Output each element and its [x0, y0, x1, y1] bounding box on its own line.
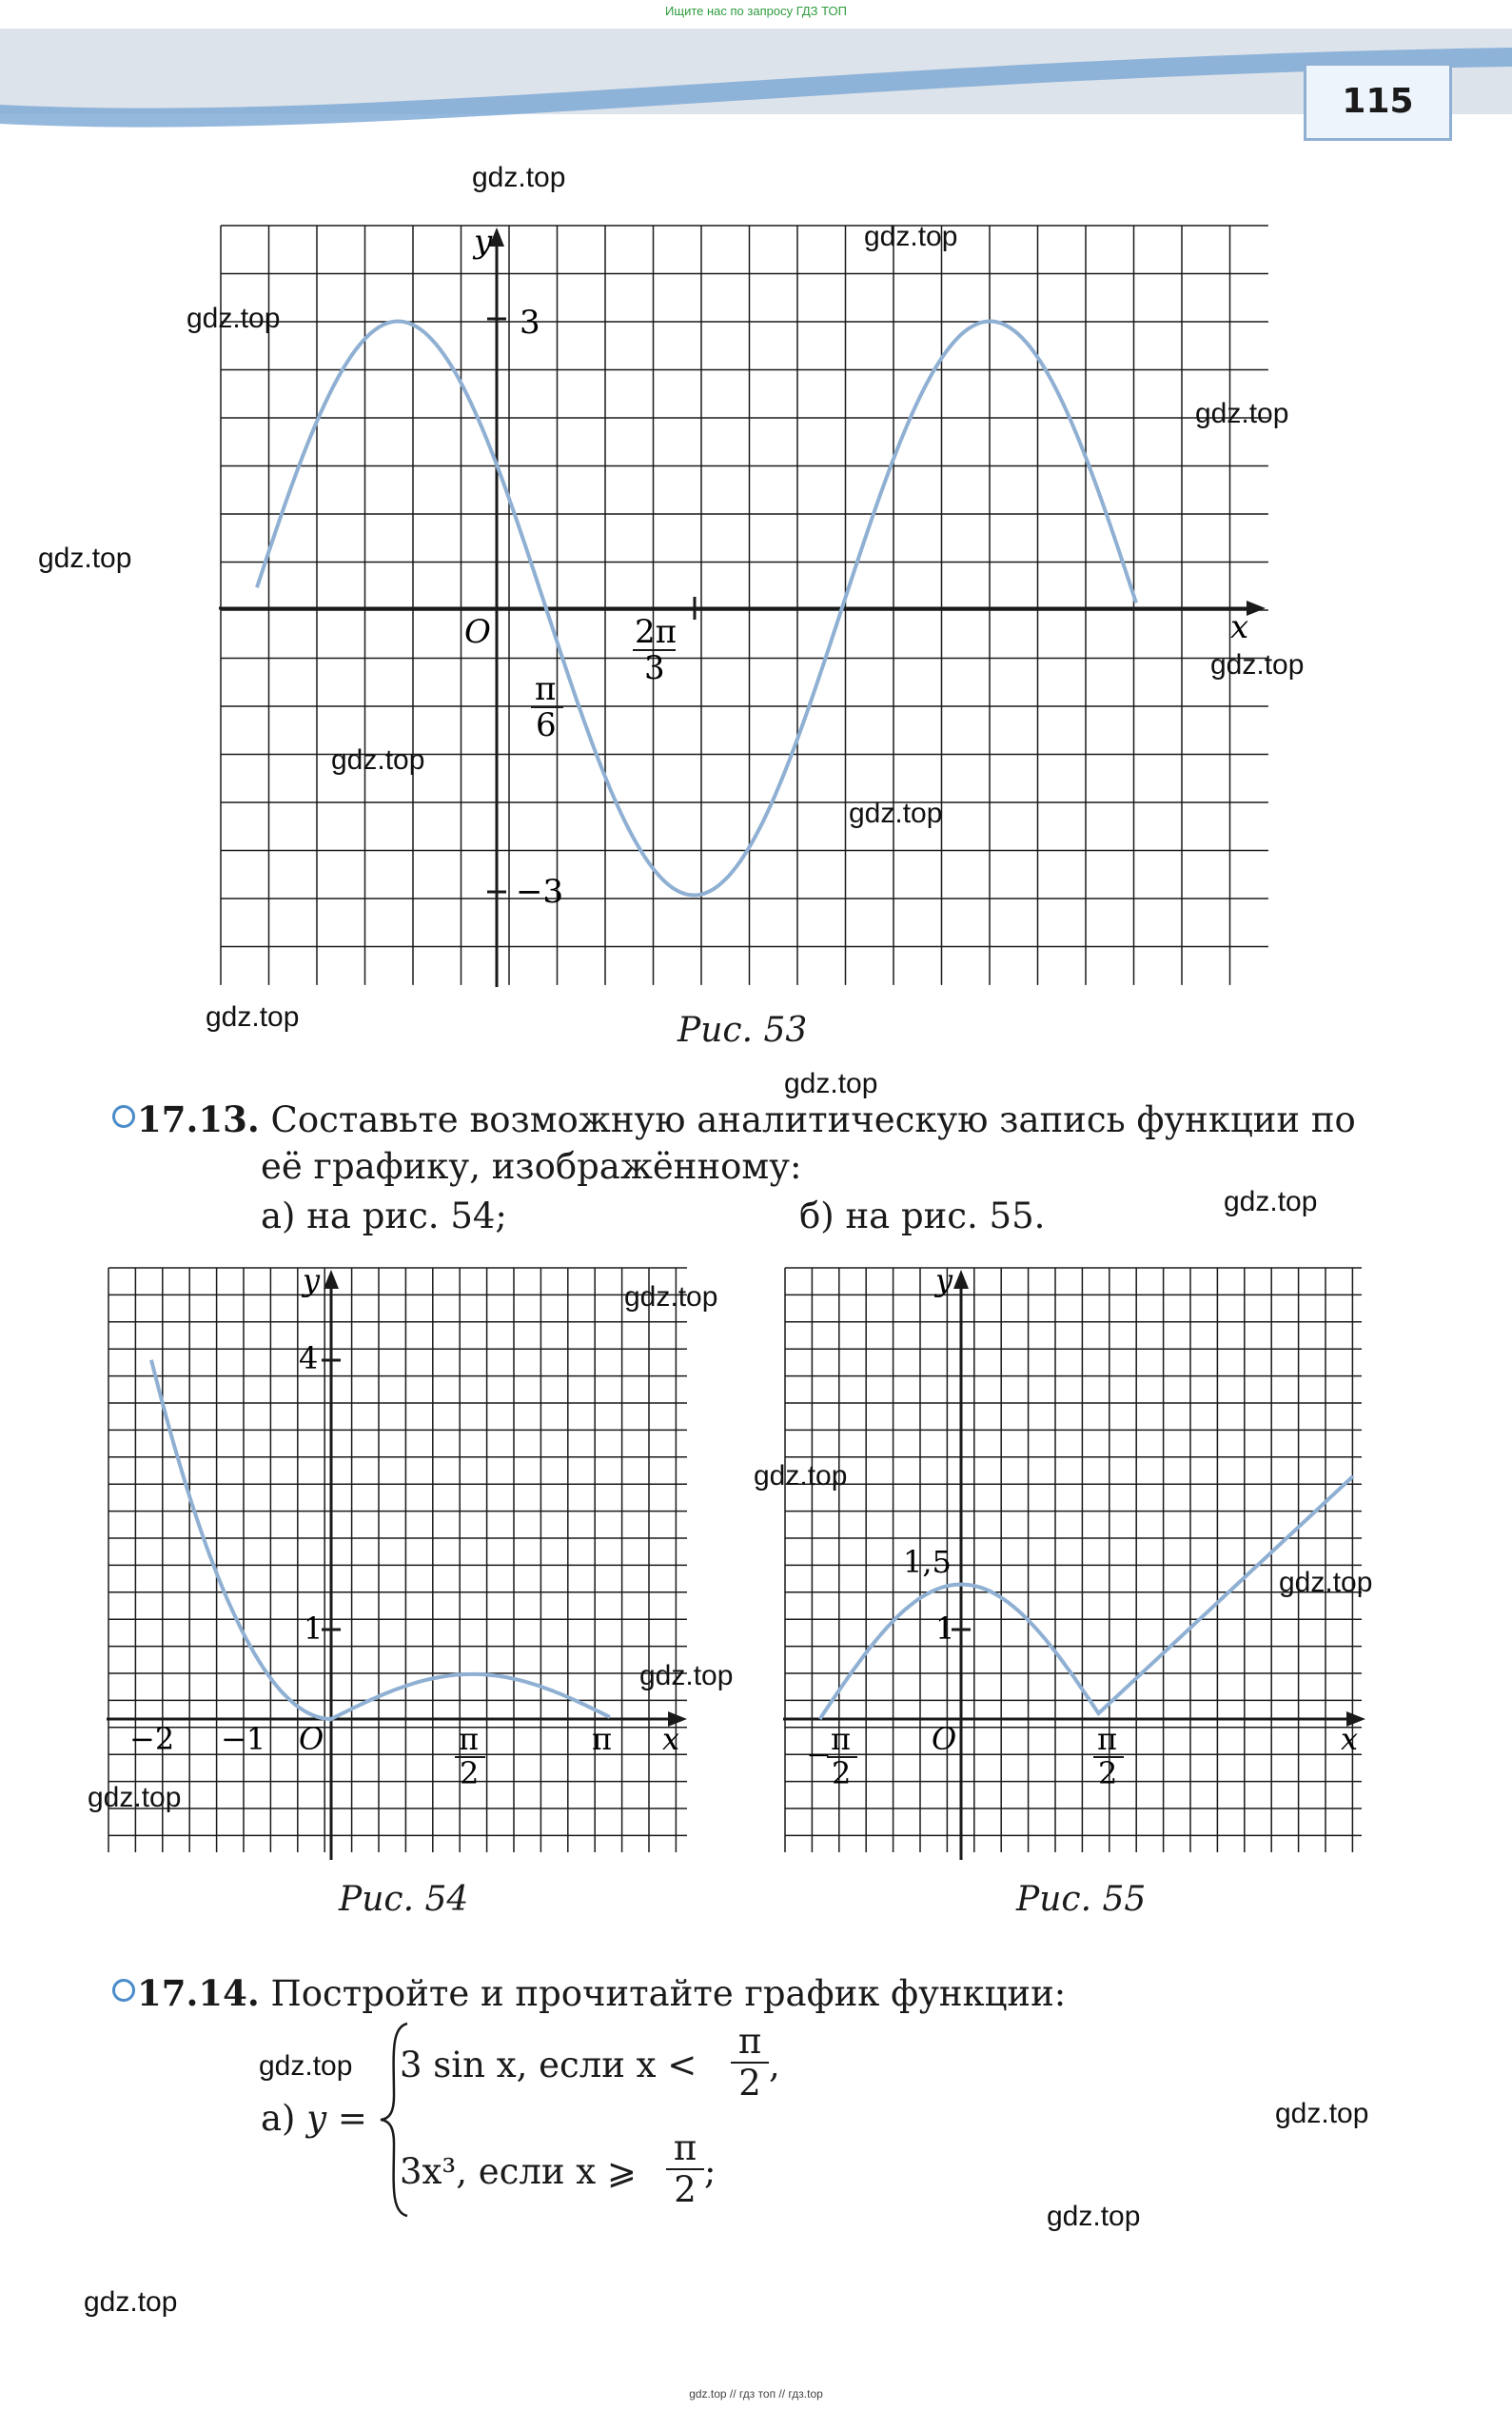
- figure-54-axis-y: y: [303, 1266, 321, 1298]
- problem-17-13-line1: Составьте возможную аналитическую запись функции по: [270, 1099, 1356, 1140]
- bullet-icon: [112, 1979, 135, 2002]
- figure-54-grid: [107, 1268, 687, 1860]
- case-2-frac: [666, 2128, 704, 2210]
- problem-17-14-option-a: [261, 2094, 367, 2144]
- header-band: [0, 0, 1512, 152]
- arrow-head: [1247, 601, 1266, 616]
- figure-54-y-4: 4: [299, 1340, 319, 1376]
- figure-55-x-neg-den: 2: [832, 1755, 852, 1791]
- figure-54: [107, 1266, 698, 1866]
- bullet-icon: [112, 1105, 135, 1128]
- figure-54-x-half-den: 2: [460, 1755, 480, 1791]
- watermark: gdz.top: [331, 744, 425, 776]
- figure-55-caption: Рис. 55: [1016, 1880, 1147, 1919]
- case-1-expr: 3 sin x, если x <: [400, 2045, 697, 2085]
- figure-55: [783, 1266, 1373, 1866]
- watermark: gdz.top: [1195, 398, 1289, 429]
- problem-17-13-number: 17.13.: [137, 1098, 260, 1140]
- figure-53-grid: [219, 226, 1268, 987]
- case-1-frac: [731, 2022, 769, 2104]
- figure-53: [219, 224, 1275, 995]
- problem-17-14-text: Постройте и прочитайте график функции:: [270, 1973, 1067, 2014]
- watermark: gdz.top: [88, 1782, 182, 1813]
- bottom-note: gdz.top // гдз топ // гдз.top: [689, 2387, 823, 2401]
- problem-17-14-number: 17.14.: [137, 1972, 260, 2014]
- watermark: gdz.top: [754, 1460, 848, 1492]
- figure-55-axis-x: x: [1341, 1721, 1359, 1757]
- watermark: gdz.top: [864, 221, 958, 252]
- lhs: y =: [306, 2098, 367, 2139]
- figure-53-x-pi: π: [535, 670, 557, 708]
- watermark: gdz.top: [784, 1068, 878, 1099]
- figure-53-axis-x: x: [1230, 608, 1249, 646]
- problem-17-13-line2: её графику, изображённому:: [261, 1146, 802, 1187]
- figure-55-grid: [783, 1268, 1365, 1860]
- figure-53-caption: Рис. 53: [677, 1011, 808, 1050]
- case-1-frac-den: 2: [731, 2062, 769, 2104]
- figure-53-y-min: −3: [516, 873, 564, 911]
- figure-53-x-6: 6: [536, 706, 557, 744]
- watermark: gdz.top: [624, 1281, 718, 1313]
- case-1-end: ,: [769, 2045, 780, 2085]
- case-1: [400, 2041, 697, 2090]
- figure-54-x-pi: π: [592, 1721, 613, 1757]
- figure-54-axis-x: x: [662, 1721, 680, 1757]
- figure-54-caption: Рис. 54: [339, 1880, 469, 1919]
- watermark: gdz.top: [472, 162, 566, 193]
- watermark: gdz.top: [206, 1001, 300, 1033]
- watermark: gdz.top: [1047, 2201, 1141, 2232]
- watermark: gdz.top: [639, 1660, 734, 1691]
- case-2: [400, 2147, 637, 2197]
- watermark: gdz.top: [1224, 1186, 1318, 1217]
- case-2-expr: 3x³, если x ⩾: [400, 2151, 637, 2192]
- figure-54-y-1: 1: [304, 1611, 324, 1647]
- problem-17-13: [112, 1095, 1425, 1145]
- arrow-head: [953, 1270, 969, 1289]
- figure-55-axis-y: y: [935, 1266, 953, 1298]
- figure-55-y-15: 1,5: [903, 1544, 952, 1580]
- figure-53-x-2pi: 2π: [635, 613, 677, 651]
- watermark: gdz.top: [38, 543, 132, 574]
- figure-55-origin: O: [932, 1721, 957, 1757]
- problem-17-14: [112, 1968, 1349, 2019]
- figure-55-curve: [820, 1476, 1353, 1719]
- page-number: 115: [1304, 63, 1452, 141]
- figure-54-origin: O: [299, 1721, 324, 1757]
- figure-55-x-pos-num: π: [1097, 1721, 1118, 1757]
- figure-53-axis-y: y: [474, 224, 493, 261]
- watermark: gdz.top: [1275, 2098, 1369, 2129]
- figure-54-x-m2: −2: [129, 1721, 175, 1757]
- option-a-label: а): [261, 2098, 296, 2139]
- case-2-frac-num: π: [673, 2127, 697, 2168]
- case-1-frac-num: π: [737, 2021, 762, 2062]
- figure-55-x-neg-num: π: [831, 1721, 852, 1757]
- top-note: Ищите нас по запросу ГДЗ ТОП: [665, 4, 847, 18]
- watermark: gdz.top: [187, 303, 281, 334]
- watermark: gdz.top: [1210, 649, 1305, 681]
- figure-53-origin: O: [464, 613, 491, 651]
- figure-55-x-pos-den: 2: [1098, 1755, 1118, 1791]
- watermark: gdz.top: [849, 798, 943, 829]
- watermark: gdz.top: [84, 2286, 178, 2318]
- figure-55-x-neg-sign: −: [806, 1736, 832, 1772]
- figure-54-x-m1: −1: [221, 1721, 266, 1757]
- problem-17-13-option-a: а) на рис. 54;: [261, 1196, 507, 1236]
- figure-54-x-half-num: π: [459, 1721, 480, 1757]
- problem-17-13-option-b: б) на рис. 55.: [799, 1196, 1046, 1236]
- case-2-frac-den: 2: [666, 2168, 704, 2210]
- figure-53-x-3: 3: [644, 649, 665, 687]
- figure-55-y-1: 1: [935, 1611, 955, 1647]
- watermark: gdz.top: [259, 2050, 353, 2082]
- watermark: gdz.top: [1279, 1567, 1373, 1598]
- figure-53-y-max: 3: [520, 304, 540, 342]
- arrow-head: [324, 1270, 339, 1289]
- case-2-end: ;: [704, 2151, 717, 2192]
